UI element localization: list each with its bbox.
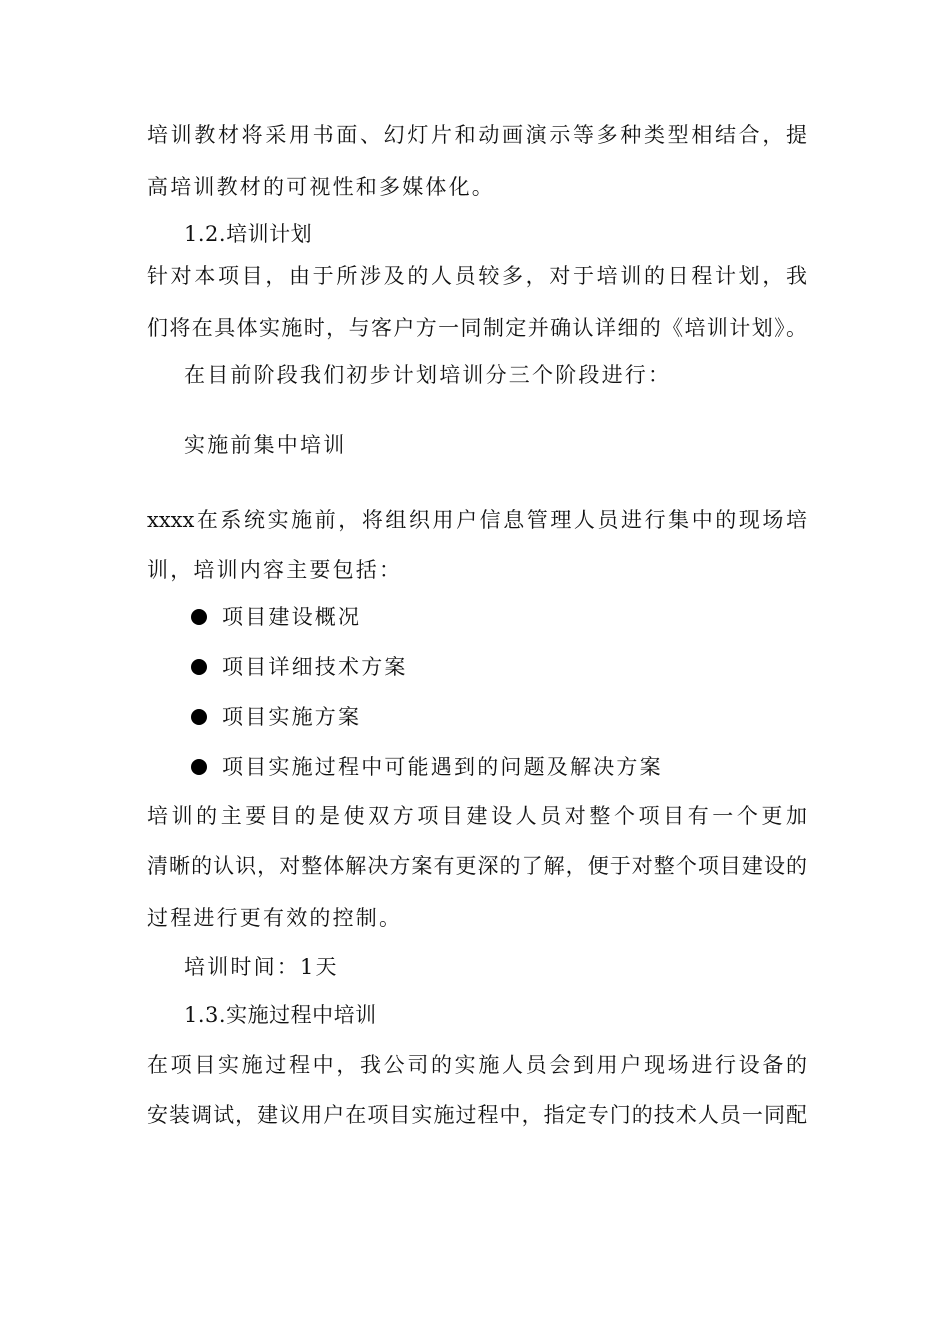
list-item-text: 项目建设概况 [222, 605, 362, 629]
bullet-icon [191, 659, 207, 675]
paragraph-line: 训，培训内容主要包括： [147, 558, 403, 582]
paragraph-line: 在项目实施过程中，我公司的实施人员会到用户现场进行设备的 [147, 1053, 807, 1077]
section-heading-1-2: 1.2.培训计划 [184, 222, 313, 246]
paragraph-line: 们将在具体实施时，与客户方一同制定并确认详细的《培训计划》。 [147, 316, 807, 340]
list-item-text: 项目详细技术方案 [222, 655, 408, 679]
paragraph-line: 在目前阶段我们初步计划培训分三个阶段进行： [184, 363, 672, 387]
paragraph-line: 清晰的认识，对整体解决方案有更深的了解，便于对整个项目建设的 [147, 854, 807, 878]
list-item-text: 项目实施过程中可能遇到的问题及解决方案 [222, 755, 663, 779]
list-item-text: 项目实施方案 [222, 705, 362, 729]
subsection-title: 实施前集中培训 [184, 433, 347, 457]
paragraph-line: 过程进行更有效的控制。 [147, 906, 403, 930]
bullet-icon [191, 759, 207, 775]
section-heading-1-3: 1.3.实施过程中培训 [184, 1003, 377, 1027]
training-time: 培训时间：1天 [184, 955, 339, 979]
paragraph-line: xxxx在系统实施前，将组织用户信息管理人员进行集中的现场培 [147, 508, 807, 532]
bullet-icon [191, 709, 207, 725]
paragraph-line: 培训教材将采用书面、幻灯片和动画演示等多种类型相结合，提 [147, 123, 807, 147]
bullet-icon [191, 609, 207, 625]
paragraph-line: 高培训教材的可视性和多媒体化。 [147, 175, 495, 199]
paragraph-line: 针对本项目，由于所涉及的人员较多，对于培训的日程计划，我 [147, 264, 807, 288]
paragraph-line: 安装调试，建议用户在项目实施过程中，指定专门的技术人员一同配 [147, 1103, 807, 1127]
paragraph-line: 培训的主要目的是使双方项目建设人员对整个项目有一个更加 [147, 804, 807, 828]
